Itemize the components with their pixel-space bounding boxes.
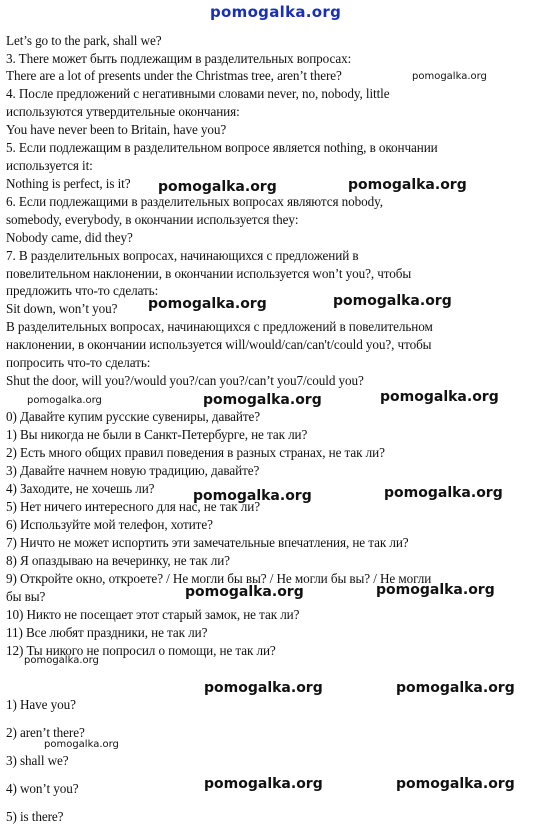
watermark: pomogalka.org: [27, 395, 102, 406]
watermark: pomogalka.org: [376, 582, 495, 598]
text-line: повелительном наклонении, в окончании используется won’t you?, чтобы: [6, 266, 412, 281]
text-line: 3. There может быть подлежащим в разделительных вопросах:: [6, 51, 352, 66]
text-line: 4) Заходите, не хочешь ли?: [6, 481, 155, 496]
watermark: pomogalka.org: [412, 71, 487, 82]
text-line: попросить что-то сделать:: [6, 355, 151, 370]
text-line: бы вы?: [6, 589, 46, 604]
watermark: pomogalka.org: [384, 485, 503, 501]
watermark: pomogalka.org: [396, 680, 515, 696]
text-line: 7. В разделительных вопросах, начинающихся с предложений в: [6, 248, 359, 263]
watermark: pomogalka.org: [333, 293, 452, 309]
text-line: 2) Есть много общих правил поведения в разных странах, не так ли?: [6, 445, 385, 460]
text-line: наклонении, в окончании используется will/would/can/can't/could you?, чтобы: [6, 337, 432, 352]
watermark: pomogalka.org: [185, 584, 304, 600]
watermark: pomogalka.org: [348, 177, 467, 193]
text-line: 0) Давайте купим русские сувениры, давайте?: [6, 409, 261, 424]
watermark: pomogalka.org: [396, 776, 515, 792]
text-line: Sit down, won’t you?: [6, 301, 118, 316]
watermark: pomogalka.org: [204, 776, 323, 792]
text-line: 11) Все любят праздники, не так ли?: [6, 625, 208, 640]
text-line: предложить что-то сделать:: [6, 283, 159, 298]
watermark: pomogalka.org: [24, 655, 99, 666]
text-line: 5. Если подлежащим в разделительном вопросе является nothing, в окончании: [6, 140, 438, 155]
text-line: 9) Откройте окно, откроете? / Не могли бы вы? / Не могли бы вы? / Не могли: [6, 571, 432, 586]
text-line: 8) Я опаздываю на вечеринку, не так ли?: [6, 553, 230, 568]
watermark: pomogalka.org: [158, 179, 277, 195]
text-line: 6) Используйте мой телефон, хотите?: [6, 517, 213, 532]
watermark: pomogalka.org: [148, 296, 267, 312]
answer-line: 3) shall we?: [6, 753, 69, 768]
watermark: pomogalka.org: [204, 680, 323, 696]
text-line: 1) Вы никогда не были в Санкт-Петербурге, не так ли?: [6, 427, 308, 442]
watermark: pomogalka.org: [380, 389, 499, 405]
text-line: 6. Если подлежащими в разделительных вопросах являются nobody,: [6, 194, 383, 209]
text-line: В разделительных вопросах, начинающихся с предложений в повелительном: [6, 319, 433, 334]
header-watermark: pomogalka.org: [210, 3, 342, 21]
text-line: Let’s go to the park, shall we?: [6, 33, 162, 48]
text-line: Nobody came, did they?: [6, 230, 133, 245]
text-line: somebody, everybody, в окончании используется they:: [6, 212, 299, 227]
watermark: pomogalka.org: [193, 488, 312, 504]
watermark: pomogalka.org: [203, 392, 322, 408]
text-line: Nothing is perfect, is it?: [6, 176, 131, 191]
text-line: You have never been to Britain, have you?: [6, 122, 227, 137]
text-line: There are a lot of presents under the Christmas tree, aren’t there?: [6, 68, 342, 83]
text-line: 5) Нет ничего интересного для нас, не так ли?: [6, 499, 260, 514]
text-line: 7) Ничто не может испортить эти замечательные впечатления, не так ли?: [6, 535, 409, 550]
text-line: используется it:: [6, 158, 93, 173]
text-line: Shut the door, will you?/would you?/can you?/can’t you7/could you?: [6, 373, 364, 388]
watermark: pomogalka.org: [44, 739, 119, 750]
text-line: 12) Ты никого не попросил о помощи, не так ли?: [6, 643, 276, 658]
answer-line: 2) aren’t there?: [6, 725, 85, 740]
text-line: 10) Никто не посещает этот старый замок, не так ли?: [6, 607, 300, 622]
text-line: 3) Давайте начнем новую традицию, давайте?: [6, 463, 260, 478]
text-line: используются утвердительные окончания:: [6, 104, 240, 119]
answer-line: 1) Have you?: [6, 697, 76, 712]
answer-line: 4) won’t you?: [6, 781, 79, 796]
text-line: 4. После предложений с негативными словами never, no, nobody, little: [6, 86, 390, 101]
answer-line: 5) is there?: [6, 809, 64, 824]
